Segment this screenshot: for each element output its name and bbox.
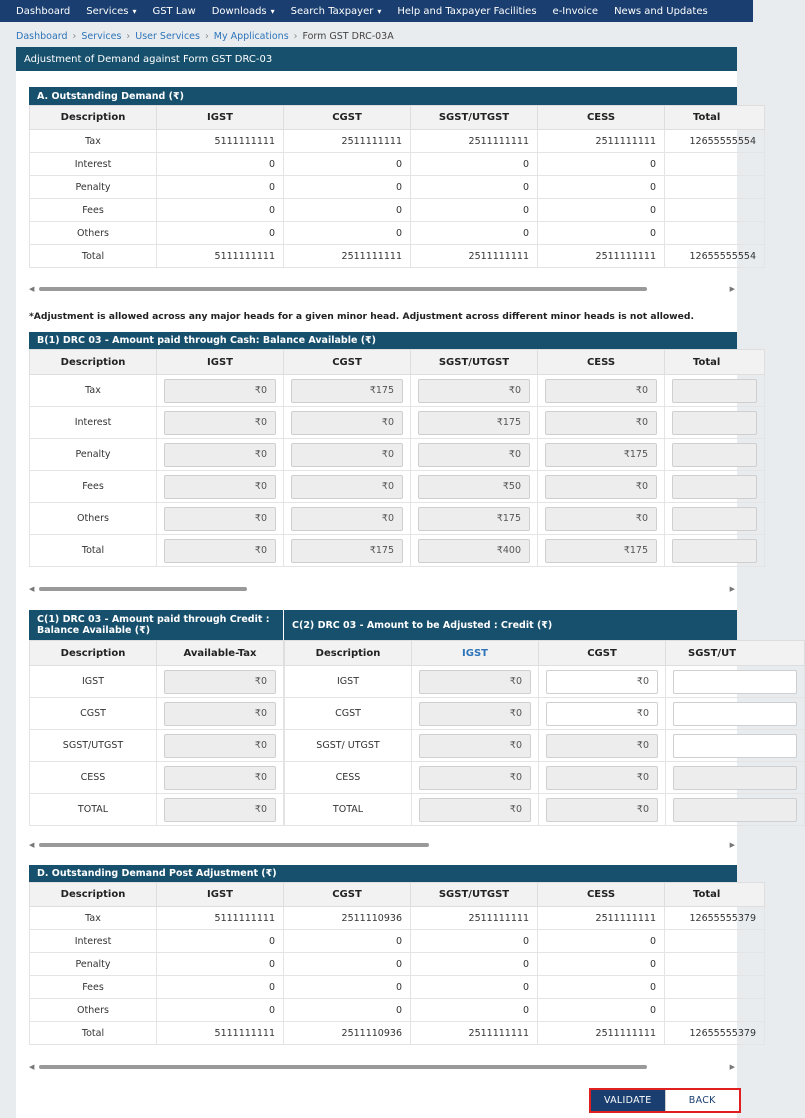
- cess-value: 2511111111: [538, 245, 665, 268]
- breadcrumb-current: Form GST DRC-03A: [302, 30, 394, 42]
- table-row: [30, 930, 765, 953]
- table-row: [30, 953, 765, 976]
- col-igst: IGST: [157, 883, 284, 907]
- scroll-right-icon[interactable]: ▶: [729, 1063, 735, 1071]
- sgst-value: 0: [411, 199, 538, 222]
- breadcrumb-separator: ›: [293, 30, 298, 42]
- cgst-adjust-input[interactable]: ₹0: [546, 702, 658, 726]
- section-b-title: B(1) DRC 03 - Amount paid through Cash: Balance Available (₹): [29, 332, 737, 349]
- total-value: [665, 976, 765, 999]
- horizontal-scrollbar[interactable]: [29, 839, 737, 851]
- main-card: [16, 47, 756, 1118]
- section-post-adjustment: [29, 865, 756, 1045]
- cgst-value: 0: [284, 176, 411, 199]
- section-d-title: D. Outstanding Demand Post Adjustment (₹): [29, 865, 737, 882]
- table-row: [30, 794, 284, 826]
- row-description: Total: [30, 245, 157, 268]
- cgst-adjust-input[interactable]: ₹0: [546, 670, 658, 694]
- scroll-thumb[interactable]: [39, 1065, 647, 1069]
- sgst-balance-field-cell: [411, 407, 538, 439]
- cess-balance-field: ₹175: [545, 539, 657, 563]
- cess-value: 0: [538, 930, 665, 953]
- outstanding-demand-table: [29, 105, 765, 268]
- cess-value: 0: [538, 953, 665, 976]
- col-available-tax: Available-Tax: [157, 641, 284, 666]
- scroll-left-icon[interactable]: ◀: [29, 841, 35, 849]
- col-sgst: SGST/UTGST: [411, 883, 538, 907]
- igst-value: 5111111111: [157, 1022, 284, 1045]
- table-row: [30, 907, 765, 930]
- total-value: [665, 153, 765, 176]
- table-row: [30, 176, 765, 199]
- sgst-adjust-input-cell: [666, 698, 805, 730]
- action-buttons: [589, 1088, 741, 1113]
- cgst-adjust-input: ₹0: [546, 734, 658, 758]
- breadcrumb-separator: ›: [204, 30, 209, 42]
- cess-balance-field: ₹0: [545, 475, 657, 499]
- cess-balance-field: ₹0: [545, 507, 657, 531]
- horizontal-scrollbar[interactable]: [29, 283, 737, 295]
- total-value: [665, 930, 765, 953]
- available-tax-field: ₹0: [164, 798, 276, 822]
- igst-value: 0: [157, 999, 284, 1022]
- table-row: [30, 130, 765, 153]
- table-row: [30, 439, 765, 471]
- total-balance-field-cell: [665, 535, 765, 567]
- credit-adjusted-table: [284, 640, 805, 826]
- breadcrumb-separator: ›: [72, 30, 77, 42]
- breadcrumb: [16, 29, 394, 43]
- cgst-value: 2511111111: [284, 245, 411, 268]
- table-row: [30, 762, 284, 794]
- igst-balance-field: ₹0: [164, 411, 276, 435]
- table-row: [30, 999, 765, 1022]
- cgst-value: 0: [284, 222, 411, 245]
- row-description: Penalty: [30, 953, 157, 976]
- cgst-balance-field: ₹0: [291, 475, 403, 499]
- igst-balance-field: ₹0: [164, 379, 276, 403]
- section-outstanding-demand: [29, 87, 756, 268]
- cess-value: 0: [538, 999, 665, 1022]
- col-description: Description: [30, 350, 157, 375]
- cgst-balance-field-cell: [284, 407, 411, 439]
- nav-help[interactable]: Help and Taxpayer Facilities: [397, 5, 537, 17]
- section-credit-balance: [29, 610, 283, 826]
- cgst-value: 0: [284, 153, 411, 176]
- cess-balance-field-cell: [538, 439, 665, 471]
- row-description: Penalty: [30, 439, 157, 471]
- table-row: [30, 1022, 765, 1045]
- col-total: Total: [665, 350, 765, 375]
- table-row: [30, 407, 765, 439]
- col-cess: CESS: [538, 106, 665, 130]
- total-value: [665, 222, 765, 245]
- sgst-value: 0: [411, 976, 538, 999]
- row-description: IGST: [285, 666, 412, 698]
- row-description: Tax: [30, 375, 157, 407]
- cess-balance-field: ₹0: [545, 411, 657, 435]
- available-tax-field: ₹0: [164, 702, 276, 726]
- sgst-balance-field-cell: [411, 439, 538, 471]
- row-description: Tax: [30, 907, 157, 930]
- igst-balance-field-cell: [157, 535, 284, 567]
- igst-balance-field-cell: [157, 375, 284, 407]
- sgst-balance-field-cell: [411, 375, 538, 407]
- table-row: [30, 535, 765, 567]
- top-nav: [0, 0, 753, 22]
- igst-value: 0: [157, 953, 284, 976]
- row-description: Interest: [30, 930, 157, 953]
- igst-adjust-field-cell: [412, 794, 539, 826]
- total-value: [665, 176, 765, 199]
- sgst-adjust-input-cell: [666, 794, 805, 826]
- col-cgst: CGST: [284, 106, 411, 130]
- cgst-adjust-input-cell: [539, 762, 666, 794]
- cgst-balance-field-cell: [284, 375, 411, 407]
- row-description: CESS: [285, 762, 412, 794]
- cess-value: 2511111111: [538, 907, 665, 930]
- scroll-thumb[interactable]: [39, 287, 647, 291]
- row-description: SGST/ UTGST: [285, 730, 412, 762]
- table-row: [30, 666, 284, 698]
- credit-balance-table: [29, 640, 284, 826]
- cess-balance-field: ₹0: [545, 379, 657, 403]
- total-balance-field: [672, 411, 757, 435]
- col-igst: IGST: [157, 350, 284, 375]
- igst-adjust-field: ₹0: [419, 766, 531, 790]
- cess-value: 0: [538, 153, 665, 176]
- scroll-left-icon[interactable]: ◀: [29, 285, 35, 293]
- sgst-balance-field-cell: [411, 471, 538, 503]
- section-c1-title: C(1) DRC 03 - Amount paid through Credit : Balance Available (₹): [29, 610, 283, 640]
- col-cgst: CGST: [284, 883, 411, 907]
- table-row: [30, 698, 284, 730]
- breadcrumb-services[interactable]: Services: [81, 30, 122, 42]
- table-row: [285, 666, 805, 698]
- sgst-balance-field-cell: [411, 503, 538, 535]
- table-row: [30, 375, 765, 407]
- total-balance-field-cell: [665, 503, 765, 535]
- cgst-adjust-input-cell: [539, 794, 666, 826]
- sgst-adjust-input-cell: [666, 730, 805, 762]
- scroll-thumb[interactable]: [39, 843, 429, 847]
- igst-value: 5111111111: [157, 907, 284, 930]
- nav-gst-law[interactable]: GST Law: [152, 5, 196, 17]
- sgst-balance-field-cell: [411, 535, 538, 567]
- row-description: Fees: [30, 199, 157, 222]
- breadcrumb-separator: ›: [126, 30, 131, 42]
- scroll-left-icon[interactable]: ◀: [29, 585, 35, 593]
- col-sgst: SGST/UT: [666, 641, 805, 666]
- row-description: Penalty: [30, 176, 157, 199]
- breadcrumb-my-applications[interactable]: My Applications: [213, 30, 289, 42]
- igst-balance-field-cell: [157, 407, 284, 439]
- row-description: IGST: [30, 666, 157, 698]
- cgst-value: 0: [284, 976, 411, 999]
- igst-adjust-field-cell: [412, 698, 539, 730]
- sgst-value: 0: [411, 953, 538, 976]
- igst-balance-field: ₹0: [164, 539, 276, 563]
- nav-news[interactable]: News and Updates: [614, 5, 708, 17]
- table-row: [30, 245, 765, 268]
- cess-balance-field-cell: [538, 375, 665, 407]
- sgst-balance-field: ₹400: [418, 539, 530, 563]
- cess-value: 0: [538, 176, 665, 199]
- sgst-adjust-input: [673, 798, 797, 822]
- caret-down-icon: ▾: [270, 6, 275, 16]
- col-igst: IGST: [157, 106, 284, 130]
- sgst-balance-field: ₹0: [418, 443, 530, 467]
- igst-adjust-field: ₹0: [419, 734, 531, 758]
- scroll-thumb[interactable]: [39, 587, 247, 591]
- igst-adjust-field: ₹0: [419, 798, 531, 822]
- cgst-value: 2511111111: [284, 130, 411, 153]
- total-balance-field: [672, 507, 757, 531]
- row-description: SGST/UTGST: [30, 730, 157, 762]
- igst-balance-field-cell: [157, 439, 284, 471]
- igst-adjust-field-cell: [412, 730, 539, 762]
- table-row: [285, 762, 805, 794]
- table-row: [30, 730, 284, 762]
- scroll-right-icon[interactable]: ▶: [729, 285, 735, 293]
- cess-balance-field-cell: [538, 407, 665, 439]
- col-sgst: SGST/UTGST: [411, 106, 538, 130]
- sgst-value: 2511111111: [411, 1022, 538, 1045]
- cgst-value: 0: [284, 930, 411, 953]
- table-row: [285, 794, 805, 826]
- sgst-value: 0: [411, 930, 538, 953]
- sgst-balance-field: ₹175: [418, 411, 530, 435]
- sgst-value: 2511111111: [411, 245, 538, 268]
- sgst-balance-field: ₹0: [418, 379, 530, 403]
- cgst-adjust-input-cell: [539, 698, 666, 730]
- row-description: Others: [30, 999, 157, 1022]
- table-row: [30, 199, 765, 222]
- cgst-value: 2511110936: [284, 907, 411, 930]
- col-description: Description: [285, 641, 412, 666]
- col-total: Total: [665, 106, 765, 130]
- igst-value: 5111111111: [157, 130, 284, 153]
- cess-value: 0: [538, 199, 665, 222]
- breadcrumb-dashboard[interactable]: Dashboard: [16, 30, 68, 42]
- cess-value: 2511111111: [538, 1022, 665, 1045]
- igst-value: 0: [157, 176, 284, 199]
- igst-value: 0: [157, 976, 284, 999]
- cess-balance-field-cell: [538, 535, 665, 567]
- cgst-balance-field: ₹175: [291, 539, 403, 563]
- cgst-balance-field-cell: [284, 439, 411, 471]
- col-description: Description: [30, 106, 157, 130]
- total-balance-field: [672, 379, 757, 403]
- total-value: 12655555379: [665, 1022, 765, 1045]
- section-cash-balance: [29, 332, 737, 567]
- adjustment-note: *Adjustment is allowed across any major heads for a given minor head. Adjustment across different minor heads is not allowed.: [29, 311, 694, 322]
- sgst-balance-field: ₹175: [418, 507, 530, 531]
- igst-balance-field-cell: [157, 471, 284, 503]
- sgst-adjust-input[interactable]: [673, 734, 797, 758]
- igst-balance-field: ₹0: [164, 443, 276, 467]
- back-button[interactable]: BACK: [665, 1090, 740, 1111]
- available-tax-field: ₹0: [164, 670, 276, 694]
- sgst-value: 2511111111: [411, 130, 538, 153]
- section-c2-title: C(2) DRC 03 - Amount to be Adjusted : Credit (₹): [284, 610, 737, 640]
- cgst-balance-field-cell: [284, 471, 411, 503]
- cgst-balance-field: ₹0: [291, 411, 403, 435]
- total-balance-field: [672, 475, 757, 499]
- available-tax-field-cell: [157, 730, 284, 762]
- igst-adjust-field: ₹0: [419, 670, 531, 694]
- row-description: Fees: [30, 471, 157, 503]
- cgst-balance-field-cell: [284, 535, 411, 567]
- igst-adjust-field: ₹0: [419, 702, 531, 726]
- sgst-adjust-input[interactable]: [673, 702, 797, 726]
- igst-adjust-field-cell: [412, 762, 539, 794]
- cgst-value: 0: [284, 953, 411, 976]
- nav-search-taxpayer[interactable]: Search Taxpayer ▾: [290, 5, 382, 17]
- sgst-adjust-input[interactable]: [673, 670, 797, 694]
- section-a-title: A. Outstanding Demand (₹): [29, 87, 737, 105]
- col-cgst: CGST: [539, 641, 666, 666]
- igst-balance-field: ₹0: [164, 507, 276, 531]
- available-tax-field-cell: [157, 794, 284, 826]
- cess-value: 2511111111: [538, 130, 665, 153]
- total-balance-field-cell: [665, 375, 765, 407]
- horizontal-scrollbar[interactable]: [29, 583, 737, 595]
- scroll-right-icon[interactable]: ▶: [729, 841, 735, 849]
- post-adjustment-table: [29, 882, 765, 1045]
- cgst-value: 0: [284, 999, 411, 1022]
- total-balance-field-cell: [665, 471, 765, 503]
- cess-balance-field: ₹175: [545, 443, 657, 467]
- row-description: CGST: [285, 698, 412, 730]
- horizontal-scrollbar[interactable]: [29, 1061, 737, 1073]
- igst-value: 0: [157, 222, 284, 245]
- igst-balance-field-cell: [157, 503, 284, 535]
- total-balance-field: [672, 443, 757, 467]
- scroll-left-icon[interactable]: ◀: [29, 1063, 35, 1071]
- row-description: Others: [30, 222, 157, 245]
- sgst-adjust-input: [673, 766, 797, 790]
- col-description: Description: [30, 641, 157, 666]
- igst-adjust-field-cell: [412, 666, 539, 698]
- table-row: [30, 222, 765, 245]
- sgst-value: 0: [411, 176, 538, 199]
- col-cgst: CGST: [284, 350, 411, 375]
- row-description: CGST: [30, 698, 157, 730]
- nav-downloads[interactable]: Downloads ▾: [211, 5, 275, 17]
- row-description: Total: [30, 1022, 157, 1045]
- total-balance-field-cell: [665, 439, 765, 471]
- cess-value: 0: [538, 976, 665, 999]
- available-tax-field: ₹0: [164, 734, 276, 758]
- igst-value: 5111111111: [157, 245, 284, 268]
- available-tax-field-cell: [157, 666, 284, 698]
- cgst-adjust-input-cell: [539, 730, 666, 762]
- total-value: 12655555379: [665, 907, 765, 930]
- sgst-value: 2511111111: [411, 907, 538, 930]
- cgst-balance-field-cell: [284, 503, 411, 535]
- table-row: [285, 730, 805, 762]
- total-value: [665, 199, 765, 222]
- total-value: 12655555554: [665, 130, 765, 153]
- sgst-balance-field: ₹50: [418, 475, 530, 499]
- igst-balance-field: ₹0: [164, 475, 276, 499]
- table-row: [30, 471, 765, 503]
- total-value: [665, 999, 765, 1022]
- cgst-balance-field: ₹175: [291, 379, 403, 403]
- row-description: Others: [30, 503, 157, 535]
- cgst-value: 0: [284, 199, 411, 222]
- col-description: Description: [30, 883, 157, 907]
- sgst-adjust-input-cell: [666, 666, 805, 698]
- nav-dashboard[interactable]: Dashboard: [16, 5, 71, 17]
- row-description: Interest: [30, 407, 157, 439]
- total-value: 12655555554: [665, 245, 765, 268]
- col-igst: IGST: [412, 641, 539, 666]
- available-tax-field-cell: [157, 698, 284, 730]
- cess-balance-field-cell: [538, 503, 665, 535]
- nav-e-invoice[interactable]: e-Invoice: [552, 5, 599, 17]
- sgst-value: 0: [411, 153, 538, 176]
- nav-services[interactable]: Services ▾: [86, 5, 137, 17]
- row-description: TOTAL: [285, 794, 412, 826]
- cgst-adjust-input: ₹0: [546, 766, 658, 790]
- row-description: Total: [30, 535, 157, 567]
- page-title: Adjustment of Demand against Form GST DRC-03: [16, 47, 737, 71]
- scroll-right-icon[interactable]: ▶: [729, 585, 735, 593]
- table-row: [30, 503, 765, 535]
- sgst-adjust-input-cell: [666, 762, 805, 794]
- available-tax-field: ₹0: [164, 766, 276, 790]
- col-cess: CESS: [538, 883, 665, 907]
- row-description: TOTAL: [30, 794, 157, 826]
- col-cess: CESS: [538, 350, 665, 375]
- igst-value: 0: [157, 199, 284, 222]
- cash-balance-table: [29, 349, 765, 567]
- total-balance-field-cell: [665, 407, 765, 439]
- available-tax-field-cell: [157, 762, 284, 794]
- cgst-adjust-input-cell: [539, 666, 666, 698]
- sgst-value: 0: [411, 222, 538, 245]
- cgst-value: 2511110936: [284, 1022, 411, 1045]
- igst-value: 0: [157, 153, 284, 176]
- caret-down-icon: ▾: [132, 6, 137, 16]
- cess-value: 0: [538, 222, 665, 245]
- row-description: Tax: [30, 130, 157, 153]
- table-row: [285, 698, 805, 730]
- cgst-adjust-input: ₹0: [546, 798, 658, 822]
- section-credit-adjusted: [284, 610, 737, 826]
- row-description: CESS: [30, 762, 157, 794]
- caret-down-icon: ▾: [377, 6, 382, 16]
- cgst-balance-field: ₹0: [291, 443, 403, 467]
- cess-balance-field-cell: [538, 471, 665, 503]
- row-description: Interest: [30, 153, 157, 176]
- total-value: [665, 953, 765, 976]
- breadcrumb-user-services[interactable]: User Services: [135, 30, 200, 42]
- validate-button[interactable]: VALIDATE: [591, 1090, 665, 1111]
- col-total: Total: [665, 883, 765, 907]
- cgst-balance-field: ₹0: [291, 507, 403, 531]
- total-balance-field: [672, 539, 757, 563]
- sgst-value: 0: [411, 999, 538, 1022]
- col-sgst: SGST/UTGST: [411, 350, 538, 375]
- igst-value: 0: [157, 930, 284, 953]
- table-row: [30, 976, 765, 999]
- table-row: [30, 153, 765, 176]
- row-description: Fees: [30, 976, 157, 999]
